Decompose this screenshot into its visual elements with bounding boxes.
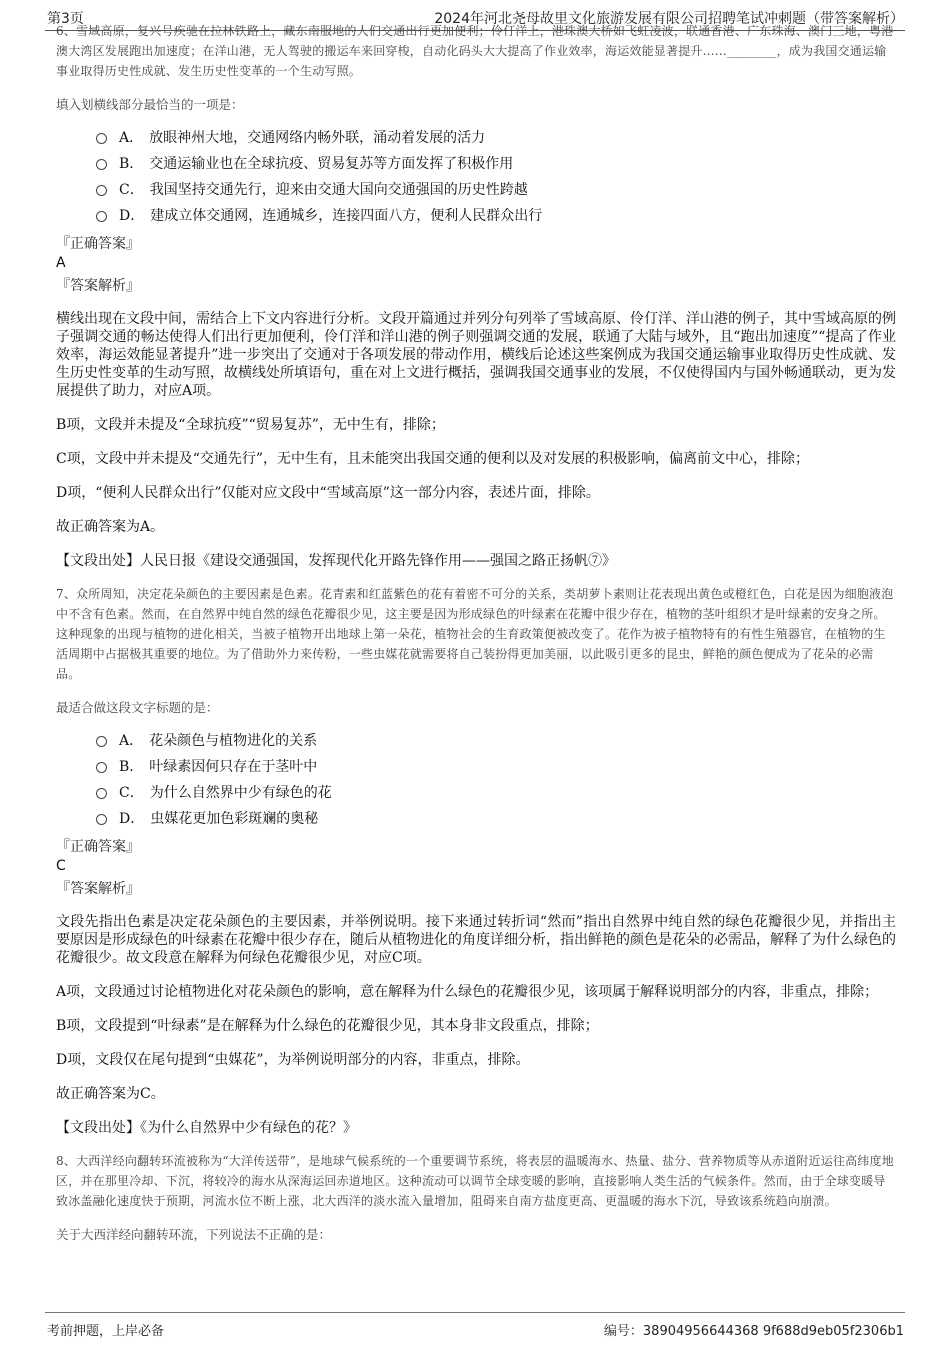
page-footer xyxy=(0,1308,950,1345)
correct-answer: A xyxy=(56,255,66,271)
option-d[interactable] xyxy=(96,805,896,831)
radio-button-icon[interactable] xyxy=(96,159,107,170)
analysis-paragraph: 文段先指出色素是决定花朵颜色的主要因素，并举例说明。接下来通过转折词“然而”指出自然界中纯自然的绿色花瓣很少见，并指出主要原因是形成绿色的叶绿素在花瓣中很少存在，随后从植物进化的角度详细分析，指出鲜艳的颜色是花朵的必需品，解释了为什么绿色的花瓣很少。故文段意在解释为何绿色花瓣很少见，对应C项。 xyxy=(56,914,896,966)
analysis-label: 『答案解析』 xyxy=(56,881,140,897)
analysis-paragraph: C项，文段中并未提及“交通先行”，无中生有，且未能突出我国交通的便利以及对发展的积极影响，偏离前文中心，排除； xyxy=(56,451,810,467)
analysis-paragraph: 横线出现在文段中间，需结合上下文内容进行分析。文段开篇通过并列分句列举了雪域高原、伶仃洋、洋山港的例子，其中雪域高原的例子强调交通的畅达使得人们出行更加便利，伶仃洋和洋山港的例子则强调交通的发展，联通了大陆与域外，且“跑出加速度”“提高了作业效率，海运效能显著提升”进一步突出了交通对于各项发展的带动作用，横线后论述这些案例成为我国交通运输事业取得历史性成就、发生历史性变革的生动写照，故横线处所填语句，重在对上文进行概括，强调我国交通事业的发展，不仅使得国内与国外畅通联动，更为发展提供了助力，对应A项。 xyxy=(56,311,896,399)
radio-button-icon[interactable] xyxy=(96,211,107,222)
option-text: 花朵颜色与植物进化的关系 xyxy=(149,733,318,749)
page-number: 第3页 xyxy=(47,11,84,27)
option-letter: D． xyxy=(119,811,145,827)
analysis-label: 『答案解析』 xyxy=(56,278,140,294)
source-citation: 【文段出处】人民日报《建设交通强国，发挥现代化开路先锋作用——强国之路正扬帆⑦》 xyxy=(56,553,616,569)
analysis-paragraph: B项，文段并未提及“全球抗疫”“贸易复苏”，无中生有，排除； xyxy=(56,417,445,433)
option-text: 虫媒花更加色彩斑斓的奥秘 xyxy=(150,811,319,827)
option-a[interactable] xyxy=(96,727,896,753)
radio-button-icon[interactable] xyxy=(96,814,107,825)
question-7-text: 7、众所周知，决定花朵颜色的主要因素是色素。花青素和红蓝紫色的花有着密不可分的关系，类胡萝卜素则让花表现出黄色或橙红色，白花是因为细胞液泡中不含有色素。然而，在自然界中纯自然的绿色花瓣很少见，这主要是因为形成绿色的叶绿素在花瓣中很少存在，植物的茎叶组织才是叶绿素的安身之所。这种现象的出现与植物的进化相关，当被子植物开出地球上第一朵花，植物社会的生育政策便被改变了。花作为被子植物特有的有性生殖器官，在植物的生活周期中占据极其重要的地位。为了借助外力来传粉，一些虫媒花就需要将自己装扮得更加美丽，以此吸引更多的昆虫，鲜艳的颜色便成为了花朵的必需品。 xyxy=(56,587,894,681)
analysis-paragraph: B项，文段提到“叶绿素”是在解释为什么绿色的花瓣很少见，其本身非文段重点，排除； xyxy=(56,1018,599,1034)
question-8-stem: 关于大西洋经向翻转环流，下列说法不正确的是： xyxy=(56,1227,332,1242)
radio-button-icon[interactable] xyxy=(96,736,107,747)
option-text: 放眼神州大地，交通网络内畅外联，涌动着发展的活力 xyxy=(149,130,486,146)
option-b[interactable] xyxy=(96,150,896,176)
analysis-conclusion: 故正确答案为A。 xyxy=(56,519,165,535)
radio-button-icon[interactable] xyxy=(96,133,107,144)
radio-button-icon[interactable] xyxy=(96,788,107,799)
question-7-stem: 最适合做这段文字标题的是： xyxy=(56,700,219,715)
option-letter: A． xyxy=(119,733,144,749)
radio-button-icon[interactable] xyxy=(96,185,107,196)
option-letter: A． xyxy=(119,130,144,146)
question-6-text: 6、雪域高原，复兴号疾驰在拉林铁路上，藏东南服地的人们交通出行更加便利；伶仃洋上，港珠澳大桥如飞虹凌波，联通香港、广东珠海、澳门三地，粤港澳大湾区发展跑出加速度；在洋山港，无人驾驶的搬运车来回穿梭，自动化码头大大提高了作业效率，海运效能显著提升……________，成为我国交通运输事业取得历史性成就、发生历史性变革的一个生动写照。 xyxy=(56,24,894,78)
document-title: 2024年河北尧母故里文化旅游发展有限公司招聘笔试冲刺题（带答案解析） xyxy=(434,11,904,27)
option-text: 叶绿素因何只存在于茎叶中 xyxy=(149,759,318,775)
question-7 xyxy=(56,584,896,1137)
correct-answer-label: 『正确答案』 xyxy=(56,236,140,252)
footer-slogan: 考前押题，上岸必备 xyxy=(47,1324,165,1339)
option-c[interactable] xyxy=(96,176,896,202)
option-letter: B． xyxy=(119,759,144,775)
option-b[interactable] xyxy=(96,753,896,779)
option-text: 建成立体交通网，连通城乡，连接四面八方，便利人民群众出行 xyxy=(150,208,543,224)
option-letter: C． xyxy=(119,182,144,198)
option-d[interactable] xyxy=(96,202,896,228)
analysis-paragraph: D项，文段仅在尾句提到“虫媒花”，为举例说明部分的内容，非重点，排除。 xyxy=(56,1052,530,1068)
option-letter: C． xyxy=(119,785,144,801)
document-body xyxy=(56,24,896,1245)
option-letter: D． xyxy=(119,208,145,224)
question-6 xyxy=(56,21,896,570)
option-text: 为什么自然界中少有绿色的花 xyxy=(149,785,332,801)
correct-answer-label: 『正确答案』 xyxy=(56,839,140,855)
document-code: 编号：38904956644368 9f688d9eb05f2306b1 xyxy=(603,1324,904,1339)
question-8 xyxy=(56,1151,896,1245)
analysis-paragraph: D项，“便利人民群众出行”仅能对应文段中“雪域高原”这一部分内容，表述片面，排除。 xyxy=(56,485,600,501)
correct-answer: C xyxy=(56,858,66,874)
question-8-text: 8、大西洋经向翻转环流被称为“大洋传送带”，是地球气候系统的一个重要调节系统，将表层的温暖海水、热量、盐分、营养物质等从赤道附近运往高纬度地区，并在那里冷却、下沉，将较冷的海水从深海运回赤道地区。这种流动可以调节全球变暖的影响，直接影响人类生活的气候条件。然而，由于全球变暖导致冰盖融化速度快于预期，河流水位不断上涨，北大西洋的淡水流入量增加，阻碍来自南方盐度更高、更温暖的海水下沉，导致该系统趋向崩溃。 xyxy=(56,1154,894,1208)
radio-button-icon[interactable] xyxy=(96,762,107,773)
question-7-options xyxy=(56,727,896,831)
question-6-options xyxy=(56,124,896,228)
analysis-paragraph: A项，文段通过讨论植物进化对花朵颜色的影响，意在解释为什么绿色的花瓣很少见，该项属于解释说明部分的内容，非重点，排除； xyxy=(56,984,879,1000)
option-text: 我国坚持交通先行，迎来由交通大国向交通强国的历史性跨越 xyxy=(149,182,528,198)
option-c[interactable] xyxy=(96,779,896,805)
option-text: 交通运输业也在全球抗疫、贸易复苏等方面发挥了积极作用 xyxy=(149,156,514,172)
footer-divider xyxy=(45,1312,905,1313)
analysis-conclusion: 故正确答案为C。 xyxy=(56,1086,165,1102)
option-letter: B． xyxy=(119,156,144,172)
option-a[interactable] xyxy=(96,124,896,150)
source-citation: 【文段出处】《为什么自然界中少有绿色的花？》 xyxy=(56,1120,357,1136)
question-6-stem: 填入划横线部分最恰当的一项是： xyxy=(56,97,244,112)
